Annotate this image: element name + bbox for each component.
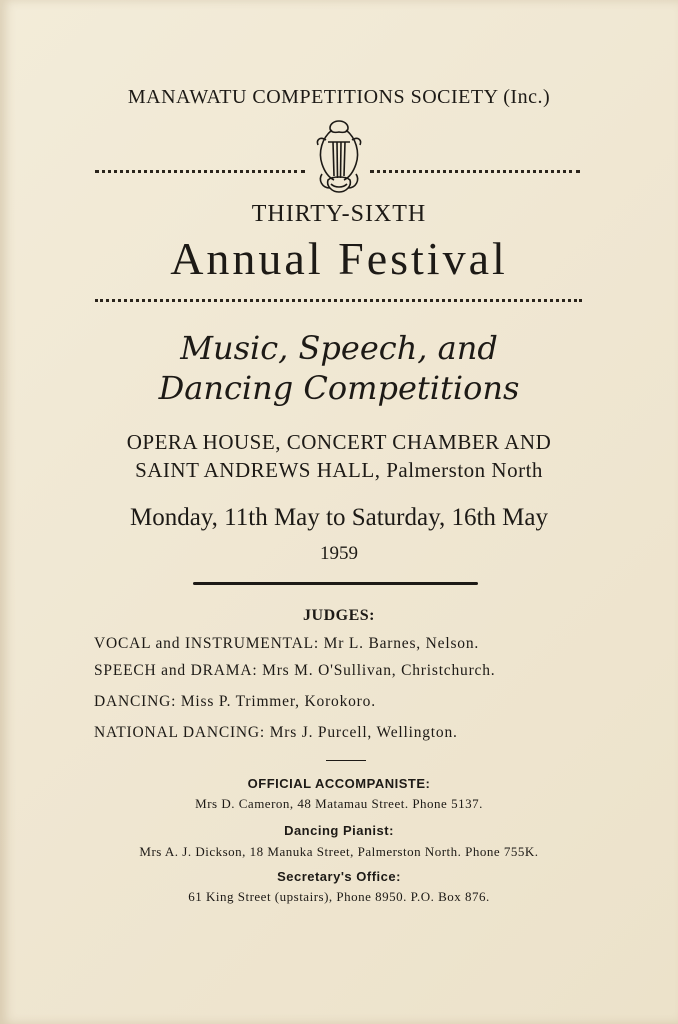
festival-title: Annual Festival: [170, 233, 508, 284]
competitions-line-2: Dancing Competitions: [158, 369, 520, 407]
judge-dancing: DANCING: Miss P. Trimmer, Korokoro.: [94, 693, 376, 710]
short-divider: [326, 760, 366, 761]
judge-speech-drama: SPEECH and DRAMA: Mrs M. O'Sullivan, Christchurch.: [94, 662, 496, 679]
lyre-icon: [308, 118, 370, 196]
judges-heading: JUDGES:: [303, 607, 375, 624]
heavy-divider: [193, 582, 478, 585]
festival-year: 1959: [320, 543, 358, 564]
venue-line-1: OPERA HOUSE, CONCERT CHAMBER AND: [126, 430, 552, 454]
venue-line-2: SAINT ANDREWS HALL, Palmerston North: [135, 458, 543, 482]
festival-dates: Monday, 11th May to Saturday, 16th May: [129, 504, 548, 531]
accompaniste-heading: OFFICIAL ACCOMPANISTE:: [247, 776, 431, 791]
dotted-divider-right: [370, 170, 580, 173]
competitions-line-1: Music, Speech, and: [180, 329, 498, 367]
emblem: [0, 118, 678, 198]
dotted-divider-left: [95, 170, 305, 173]
judge-vocal-instrumental: VOCAL and INSTRUMENTAL: Mr L. Barnes, Nelson.: [94, 635, 480, 652]
society-name: MANAWATU COMPETITIONS SOCIETY (Inc.): [127, 86, 551, 108]
festival-ordinal: THIRTY-SIXTH: [251, 201, 427, 227]
pianist-details: Mrs A. J. Dickson, 18 Manuka Street, Palmerston North. Phone 755K.: [139, 844, 539, 859]
secretary-heading: Secretary's Office:: [277, 869, 401, 884]
pianist-heading: Dancing Pianist:: [284, 823, 394, 838]
dotted-divider: [95, 299, 582, 302]
accompaniste-details: Mrs D. Cameron, 48 Matamau Street. Phone 5137.: [195, 796, 483, 811]
judge-national-dancing: NATIONAL DANCING: Mrs J. Purcell, Wellington.: [94, 724, 458, 741]
secretary-details: 61 King Street (upstairs), Phone 8950. P.O. Box 876.: [188, 889, 490, 904]
